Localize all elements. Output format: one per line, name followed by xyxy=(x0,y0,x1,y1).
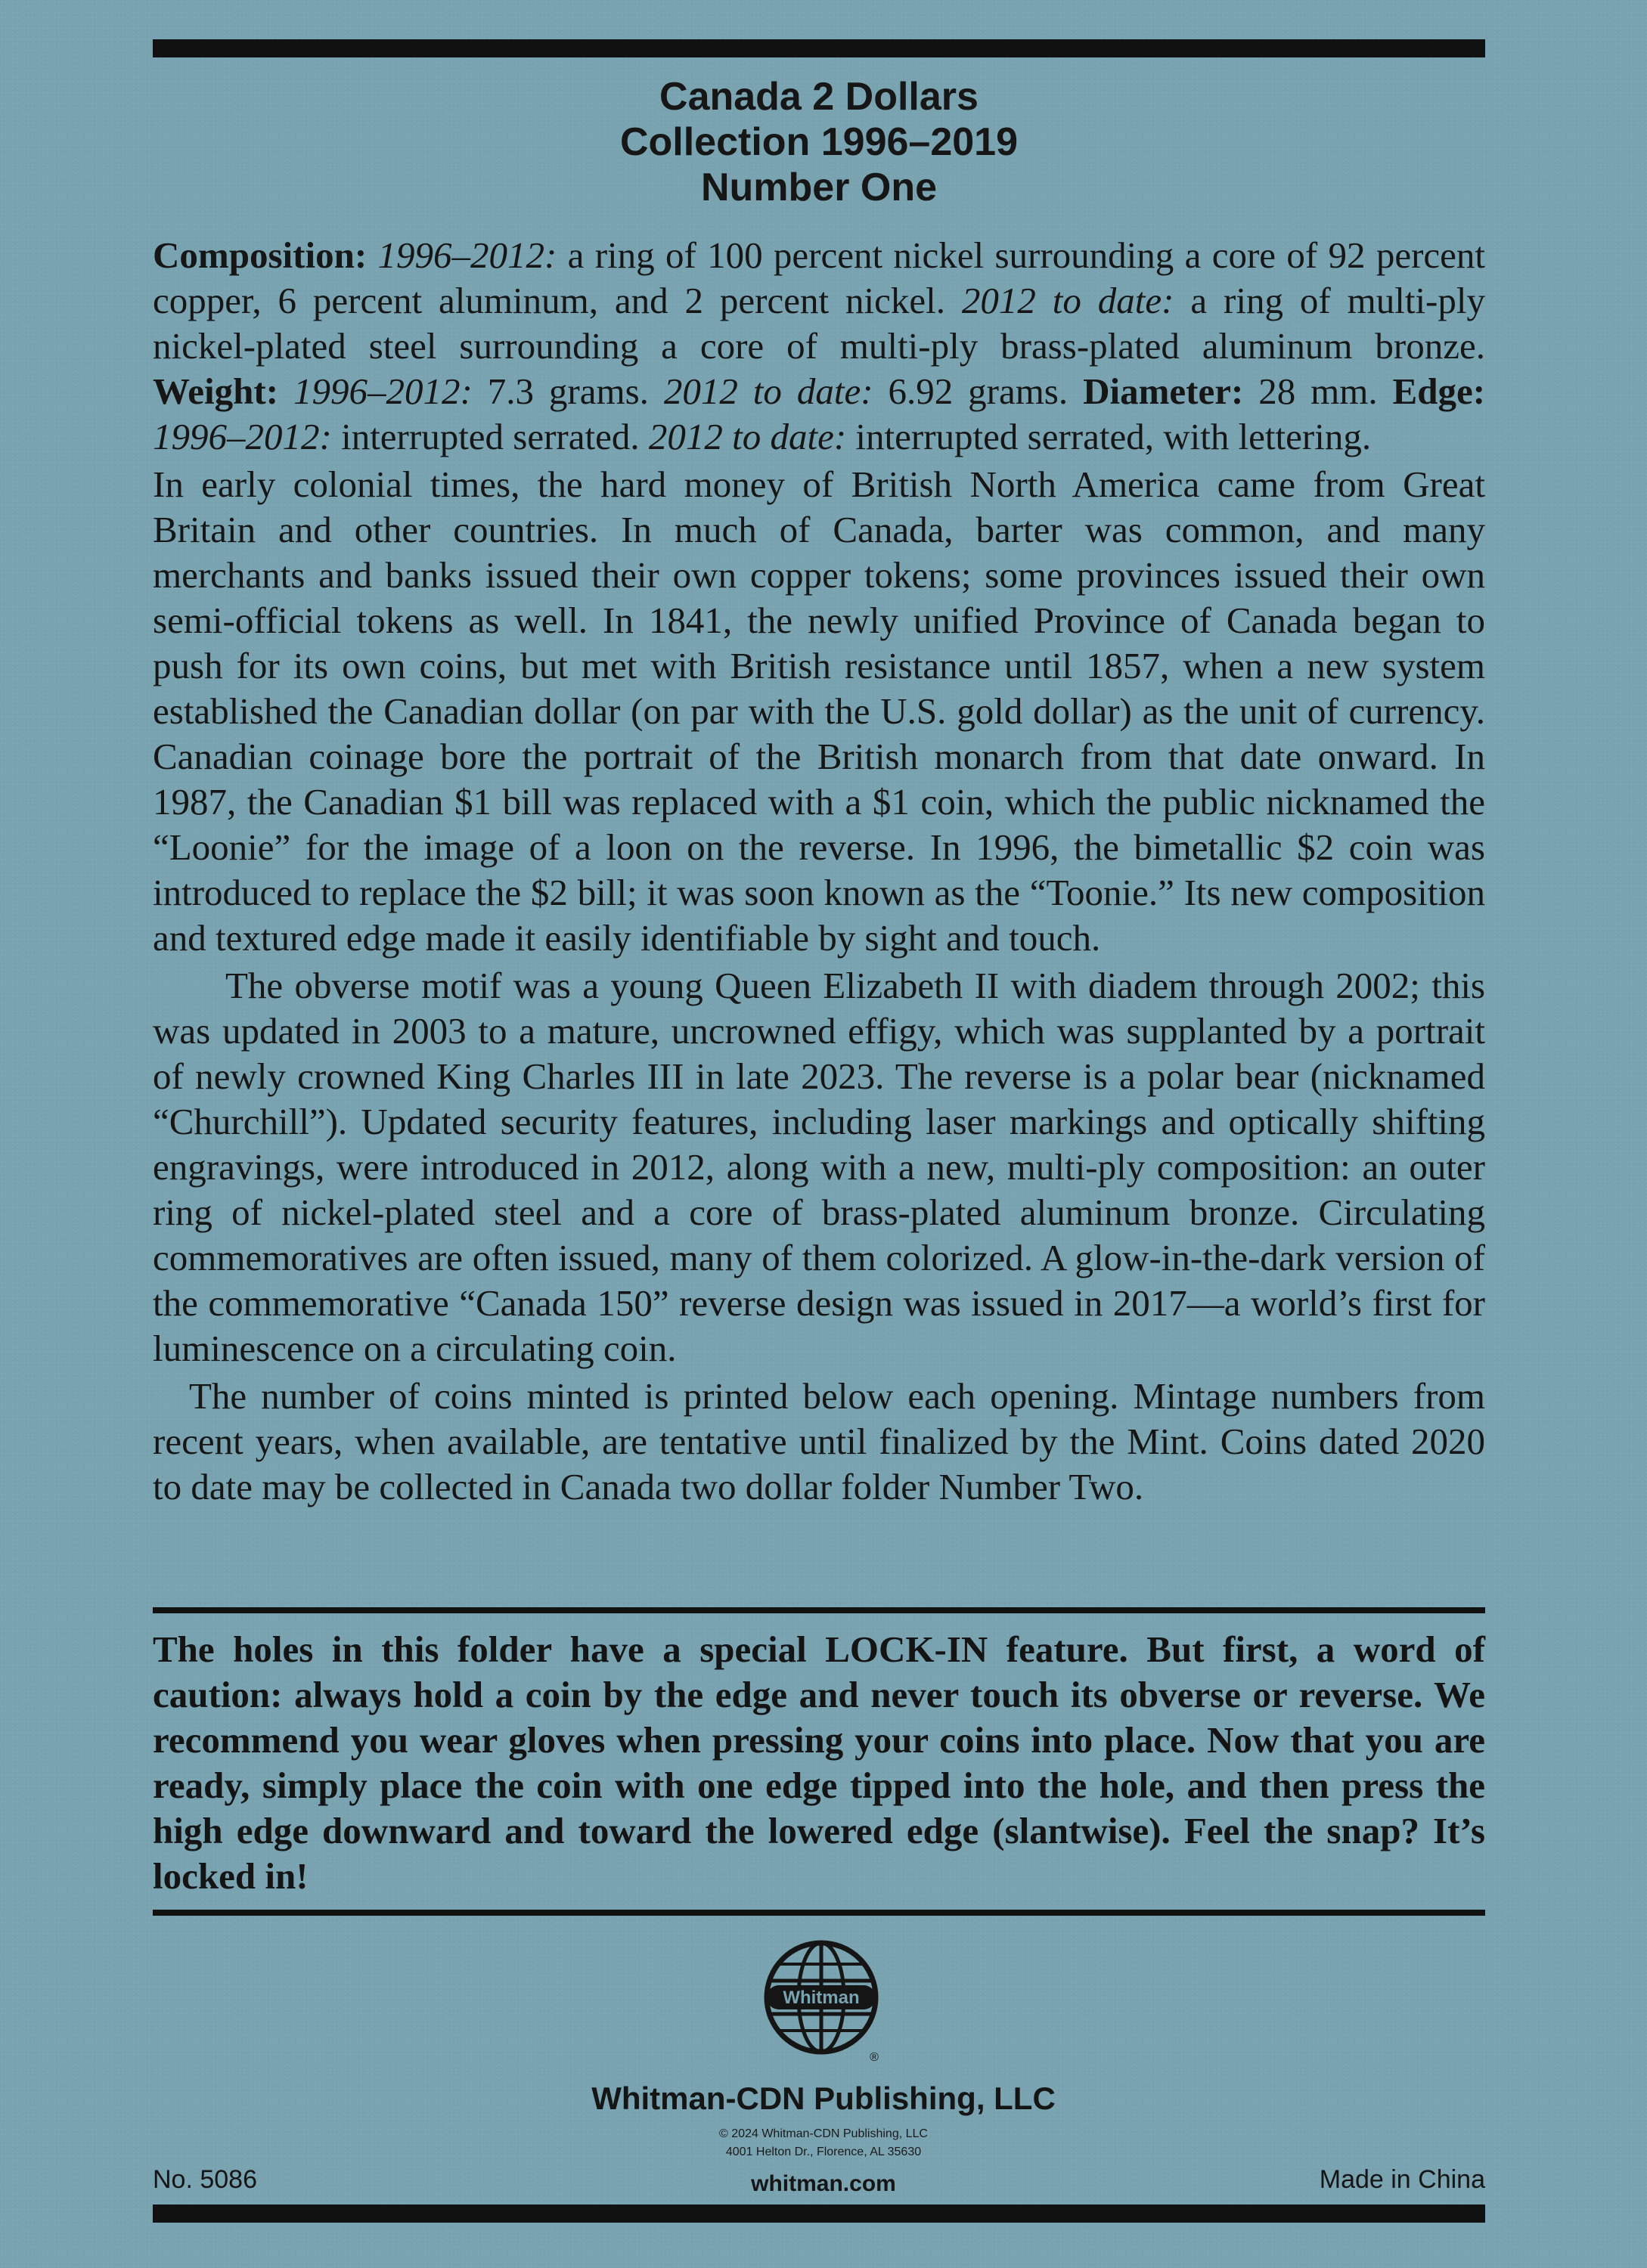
page-title xyxy=(153,74,1485,210)
logo-text: Whitman xyxy=(783,1988,860,2008)
weight-label: Weight: xyxy=(153,370,279,412)
weight-period-2: 2012 to date: xyxy=(663,370,873,412)
edge-period-2: 2012 to date: xyxy=(648,416,847,457)
edge-label: Edge: xyxy=(1392,370,1486,412)
specifications-paragraph xyxy=(153,233,1485,460)
globe-icon xyxy=(759,1935,888,2064)
registered-mark: ® xyxy=(870,2051,879,2064)
weight-text-1: 7.3 grams. xyxy=(472,370,664,412)
composition-label: Composition: xyxy=(153,234,368,276)
top-rule xyxy=(153,39,1485,57)
title-line-2: Collection 1996–2019 xyxy=(619,120,1019,164)
edge-text-2: interrupted serrated, with lettering. xyxy=(846,416,1372,457)
whitman-globe-logo xyxy=(759,1935,888,2064)
weight-period-1: 1996–2012: xyxy=(293,370,473,412)
weight-text-2: 6.92 grams. xyxy=(873,370,1084,412)
comp-text-2: a ring of multi-ply nickel-plated steel surrounding a core of multi-ply brass-plated aluminum bronze. xyxy=(153,280,1485,367)
history-paragraph: In early colonial times, the hard money of British North America came from Great Britain and other countries. In much of Canada, barter was common, and many merchants and banks issued their own copper tokens; some provinces issued their own semi-official tokens as well. In 1841, the newly unified Province of Canada began to push for its own coins, but met with British resistance until 1857, when a new system established the Canadian dollar (on par with the U.S. gold dollar) as the unit of currency. Canadian coinage bore the portrait of the British monarch from that date onward. In 1987, the Canadian $1 bill was replaced with a $1 coin, which the public nicknamed the “Loonie” for the image of a loon on the reverse. In 1996, the bimetallic $2 coin was introduced to replace the $2 bill; it was soon known as the “Toonie.” Its new composition and textured edge made it easily identifiable by sight and touch. xyxy=(153,463,1485,959)
edge-text-1: interrupted serrated. xyxy=(331,416,649,457)
publisher-name: Whitman-CDN Publishing, LLC xyxy=(591,2081,1056,2116)
obverse-paragraph: The obverse motif was a young Queen Elizabeth II with diadem through 2002; this was updated in 2003 to a mature, uncrowned effigy, which was supplanted by a portrait of newly crowned King Charles III in late 2023. The reverse is a polar bear (nicknamed “Churchill”). Updated security features, including laser markings and optically shifting engravings, were introduced in 2012, along with a new, multi-ply composition: an outer ring of nickel-plated steel and a core of brass-plated aluminum bronze. Circulating commemoratives are often issued, many of them colorized. A glow-in-the-dark version of the commemorative “Canada 150” reverse design was issued in 2017—a world’s first for luminescence on a circulating coin. xyxy=(153,965,1485,1369)
comp-period-1: 1996–2012: xyxy=(377,234,557,276)
bottom-rule xyxy=(153,2204,1485,2223)
website-link[interactable]: whitman.com xyxy=(751,2171,896,2196)
divider-rule-2 xyxy=(153,1910,1485,1916)
title-line-1: Canada 2 Dollars xyxy=(659,75,979,119)
title-line-3: Number One xyxy=(700,166,938,209)
edge-period-1: 1996–2012: xyxy=(153,416,332,457)
body-text xyxy=(153,233,1485,1512)
comp-period-2: 2012 to date: xyxy=(961,280,1174,321)
diameter-text: 28 mm. xyxy=(1243,370,1393,412)
copyright-line: © 2024 Whitman-CDN Publishing, LLC xyxy=(719,2127,928,2140)
diameter-label: Diameter: xyxy=(1083,370,1244,412)
divider-rule-1 xyxy=(153,1607,1485,1613)
catalog-number: No. 5086 xyxy=(153,2165,257,2194)
comp-text-1: a ring of 100 percent nickel surrounding a core of 92 percent copper, 6 percent aluminum, and 2 percent nickel. xyxy=(153,234,1485,321)
address-line: 4001 Helton Dr., Florence, AL 35630 xyxy=(725,2146,922,2158)
lock-in-notice: The holes in this folder have a special LOCK-IN feature. But first, a word of caution: always hold a coin by the edge and never touch its obverse or reverse. We recommend you wear gloves when pressing your coins into place. Now that you are ready, simply place the coin with one edge tipped into the hole, and then press the high edge downward and toward the lowered edge (slantwise). Feel the snap? It’s locked in! xyxy=(153,1628,1485,1897)
mintage-paragraph: The number of coins minted is printed below each opening. Mintage numbers from recent years, when available, are tentative until finalized by the Mint. Coins dated 2020 to date may be collected in Canada two dollar folder Number Two. xyxy=(153,1375,1485,1507)
made-in-label: Made in China xyxy=(1319,2165,1485,2194)
